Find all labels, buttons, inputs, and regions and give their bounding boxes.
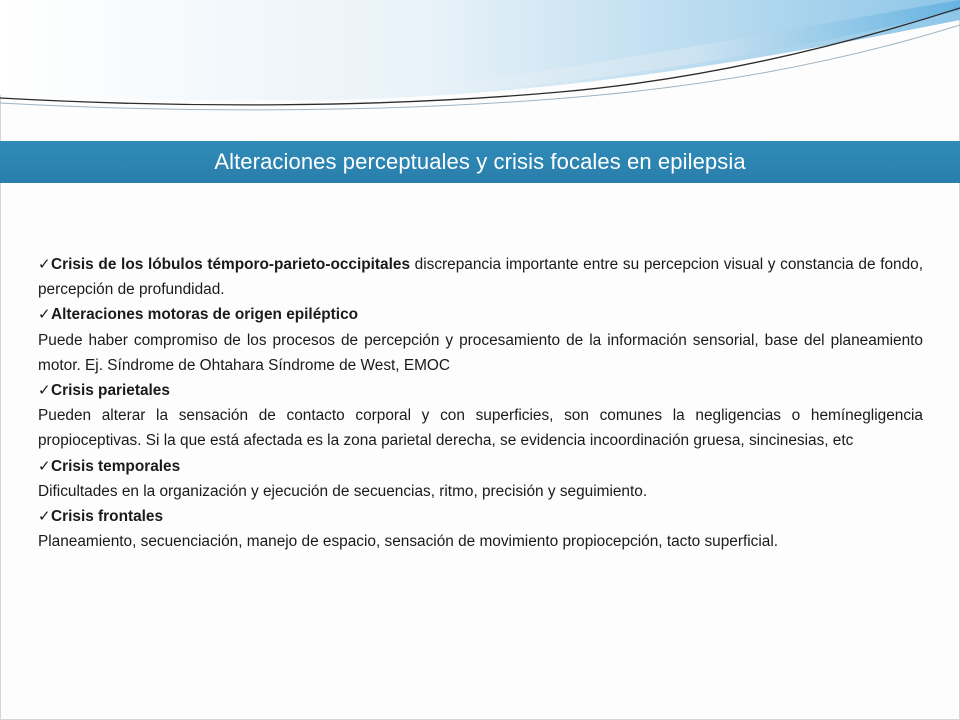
item-body: Dificultades en la organización y ejecución de secuencias, ritmo, precisión y seguimiento. <box>38 482 648 500</box>
checkmark-icon: ✓ <box>38 305 51 324</box>
title-bar <box>0 141 960 183</box>
item-heading-line <box>38 378 923 403</box>
checkmark-icon: ✓ <box>38 381 51 400</box>
item-heading-line <box>38 504 923 529</box>
list-item <box>38 302 923 378</box>
item-inline-text: discrepancia importante entre su percepcion visual y constancia de fondo, percepción de profundidad. <box>38 256 923 299</box>
checkmark-icon: ✓ <box>38 255 51 273</box>
checkmark-icon: ✓ <box>38 456 51 475</box>
item-body: Pueden alterar la sensación de contacto corporal y con superficies, son comunes la negligencias o hemínegligencia propioceptivas. Si la que está afectada es la zona parietal derecha, se evidencia incoordinación gruesa, sincinesias, etc <box>38 407 923 450</box>
item-body: Planeamiento, secuenciación, manejo de espacio, sensación de movimiento propiocepción, tacto superficial. <box>38 533 779 551</box>
item-heading: Alteraciones motoras de origen epiléptico <box>51 306 359 324</box>
item-heading-line <box>38 302 923 327</box>
item-heading-line <box>38 454 923 479</box>
list-item <box>38 252 923 302</box>
item-heading: Crisis frontales <box>51 508 164 526</box>
item-body: Puede haber compromiso de los procesos de percepción y procesamiento de la información sensorial, base del planeamiento motor. Ej. Síndrome de Ohtahara Síndrome de West, EMOC <box>38 331 923 374</box>
decorative-wave-banner <box>0 0 960 140</box>
item-heading: Crisis de los lóbulos témporo-parieto-occipitales <box>50 256 411 273</box>
list-item <box>38 454 923 504</box>
item-heading: Crisis temporales <box>51 457 181 475</box>
content-body <box>38 252 923 554</box>
checkmark-icon: ✓ <box>38 507 51 526</box>
item-heading: Crisis parietales <box>51 382 170 400</box>
list-item <box>38 378 923 454</box>
list-item <box>38 504 923 554</box>
slide-title: Alteraciones perceptuales y crisis focales en epilepsia <box>214 149 746 174</box>
